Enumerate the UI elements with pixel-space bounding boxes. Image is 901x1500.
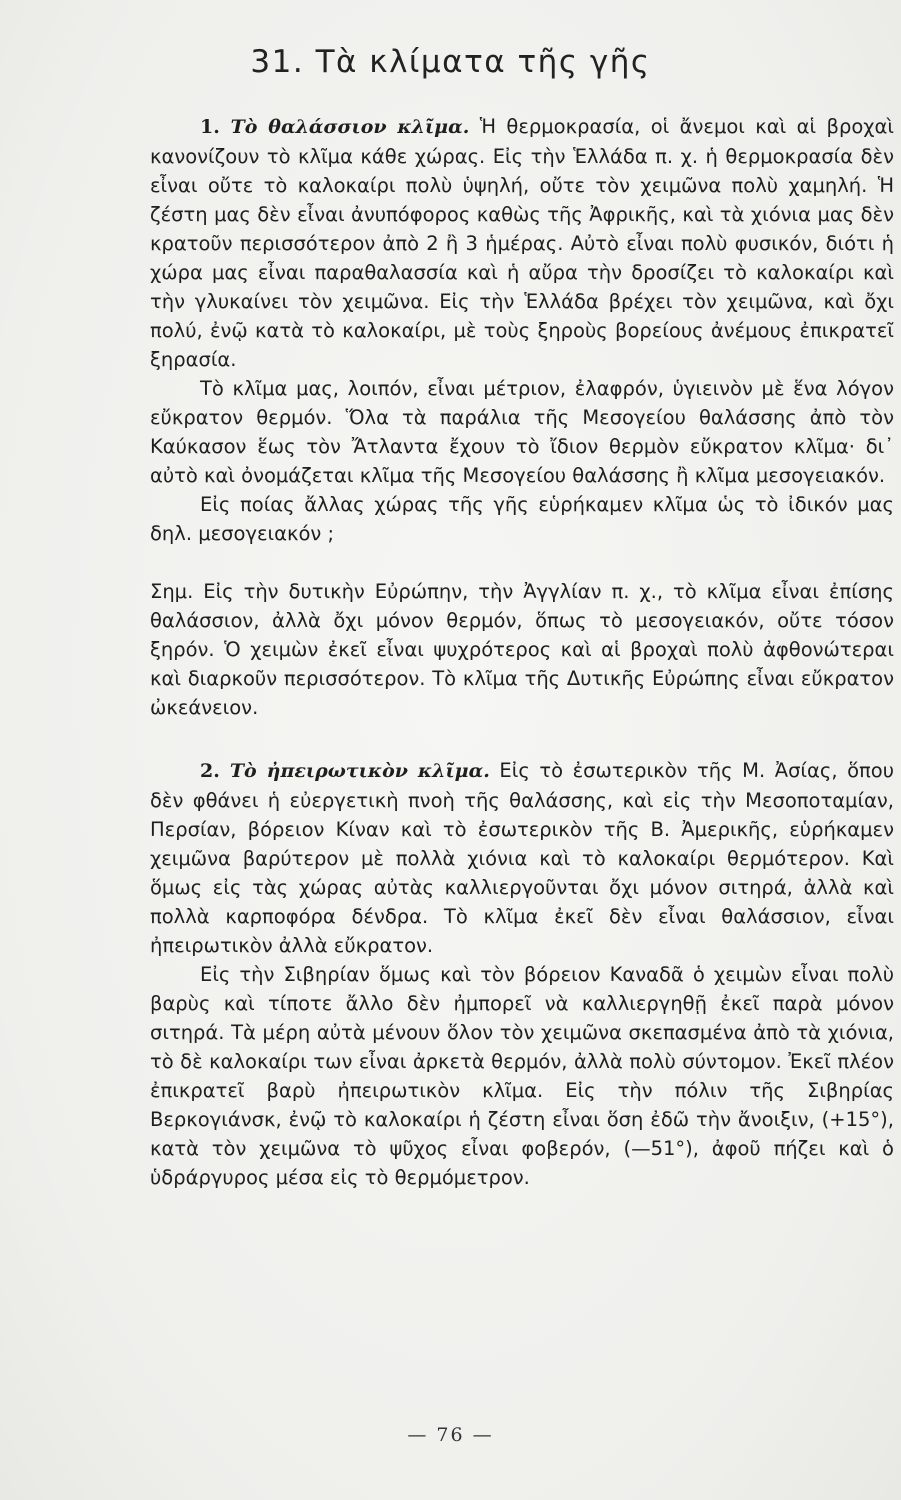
- section2-number: 2.: [200, 760, 220, 782]
- section1-paragraph1: [150, 112, 894, 374]
- section2-paragraph1: [150, 756, 894, 960]
- page-number: — 76 —: [407, 1424, 494, 1446]
- section1-paragraph1-text: Ἡ θερμοκρασία, οἱ ἄνεμοι καὶ αἱ βροχαὶ κανονίζουν τὸ κλῖμα κάθε χώρας. Εἰς τὴν Ἑλλάδα π. χ. ἡ θερμοκρασία δὲν εἶναι οὔτε τὸ καλοκαίρι πολὺ ὑψηλή, οὔτε τὸν χειμῶνα πολὺ χαμηλή. Ἡ ζέστη μας δὲν εἶναι ἀνυπόφορος καθὼς τῆς Ἀφρικῆς, καὶ τὰ χιόνια μας δὲν κρατοῦν περισσότερον ἀπὸ 2 ἢ 3 ἡμέρας. Αὐτὸ εἶναι πολὺ φυσικόν, διότι ἡ χώρα μας εἶναι παραθαλασσία καὶ ἡ αὔρα τὴν δροσίζει τὸ καλοκαίρι καὶ τὴν γλυκαίνει τὸν χειμῶνα. Εἰς τὴν Ἑλλάδα βρέχει τὸν χειμῶνα, καὶ ὄχι πολύ, ἐνῷ κατὰ τὸ καλοκαίρι, μὲ τοὺς ξηροὺς βορείους ἀνέμους ἐπικρατεῖ ξηρασία.: [150, 115, 894, 371]
- chapter-title: 31. Τὰ κλίματα τῆς γῆς: [250, 44, 651, 80]
- section1-question: Εἰς ποίας ἄλλας χώρας τῆς γῆς εὑρήκαμεν κλῖμα ὡς τὸ ἰδικόν μας δηλ. μεσογειακόν ;: [150, 493, 894, 545]
- page-body: [150, 112, 894, 1192]
- section2-paragraph2: Εἰς τὴν Σιβηρίαν ὅμως καὶ τὸν βόρειον Καναδᾶ ὁ χειμὼν εἶναι πολὺ βαρὺς καὶ τίποτε ἄλλο δὲν ἠμπορεῖ νὰ καλλιεργηθῇ ἐκεῖ παρὰ μόνον σιτηρά. Τὰ μέρη αὐτὰ μένουν ὅλον τὸν χειμῶνα σκεπασμένα ἀπὸ τὰ χιόνια, τὸ δὲ καλοκαίρι των εἶναι ἀρκετὰ θερμόν, ἀλλὰ πολὺ σύντομον. Ἐκεῖ πλέον ἐπικρατεῖ βαρὺ ἠπειρωτικὸν κλῖμα. Εἰς τὴν πόλιν τῆς Σιβηρίας Βερκογιάνσκ, ἐνῷ τὸ καλοκαίρι ἡ ζέστη εἶναι ὅση ἐδῶ τὴν ἄνοιξιν, (+15°), κατὰ τὸν χειμῶνα τὸ ψῦχος εἶναι φοβερόν, (—51°), ἀφοῦ πήζει καὶ ὁ ὑδράργυρος μέσα εἰς τὸ θερμόμετρον.: [150, 963, 894, 1189]
- section2-heading: [200, 760, 490, 782]
- section2-title: Τὸ ἠπειρωτικὸν κλῖμα.: [229, 760, 490, 782]
- section1-title: Τὸ θαλάσσιον κλῖμα.: [230, 116, 470, 138]
- section1-number: 1.: [200, 116, 220, 138]
- section1-paragraph2: Τὸ κλῖμα μας, λοιπόν, εἶναι μέτριον, ἐλαφρόν, ὑγιεινὸν μὲ ἕνα λόγον εὔκρατον θερμόν. Ὅλα τὰ παράλια τῆς Μεσογείου θαλάσσης ἀπὸ τὸν Καύκασον ἕως τὸν Ἄτλαντα ἔχουν τὸ ἴδιον θερμὸν εὔκρατον κλῖμα· δι᾽ αὐτὸ καὶ ὀνομάζεται κλῖμα τῆς Μεσογείου θαλάσσης ἢ κλῖμα μεσογειακόν.: [150, 377, 894, 487]
- section1-note: Σημ. Εἰς τὴν δυτικὴν Εὐρώπην, τὴν Ἀγγλίαν π. χ., τὸ κλῖμα εἶναι ἐπίσης θαλάσσιον, ἀλλὰ ὄχι μόνον θερμόν, ὅπως τὸ μεσογειακόν, οὔτε τόσον ξηρόν. Ὁ χειμὼν ἐκεῖ εἶναι ψυχρότερος καὶ αἱ βροχαὶ πολὺ ἀφθονώτεραι καὶ διαρκοῦν περισσότερον. Τὸ κλῖμα τῆς Δυτικῆς Εὐρώπης εἶναι εὔκρατον ὠκεάνειον.: [150, 580, 894, 719]
- section2-paragraph1-text: Εἰς τὸ ἐσωτερικὸν τῆς Μ. Ἀσίας, ὅπου δὲν φθάνει ἡ εὐεργετικὴ πνοὴ τῆς θαλάσσης, καὶ εἰς τὴν Μεσοποταμίαν, Περσίαν, βόρειον Κίναν καὶ τὸ ἐσωτερικὸν τῆς Β. Ἀμερικῆς, εὑρήκαμεν χειμῶνα βαρύτερον μὲ πολλὰ χιόνια καὶ τὸ καλοκαίρι θερμότερον. Καὶ ὅμως εἰς τὰς χώρας αὐτὰς καλλιεργοῦνται ὄχι μόνον σιτηρά, ἀλλὰ καὶ πολλὰ καρποφόρα δένδρα. Τὸ κλῖμα ἐκεῖ δὲν εἶναι θαλάσσιον, εἶναι ἠπειρωτικὸν ἀλλὰ εὔκρατον.: [150, 759, 894, 957]
- section1-heading: [200, 116, 469, 138]
